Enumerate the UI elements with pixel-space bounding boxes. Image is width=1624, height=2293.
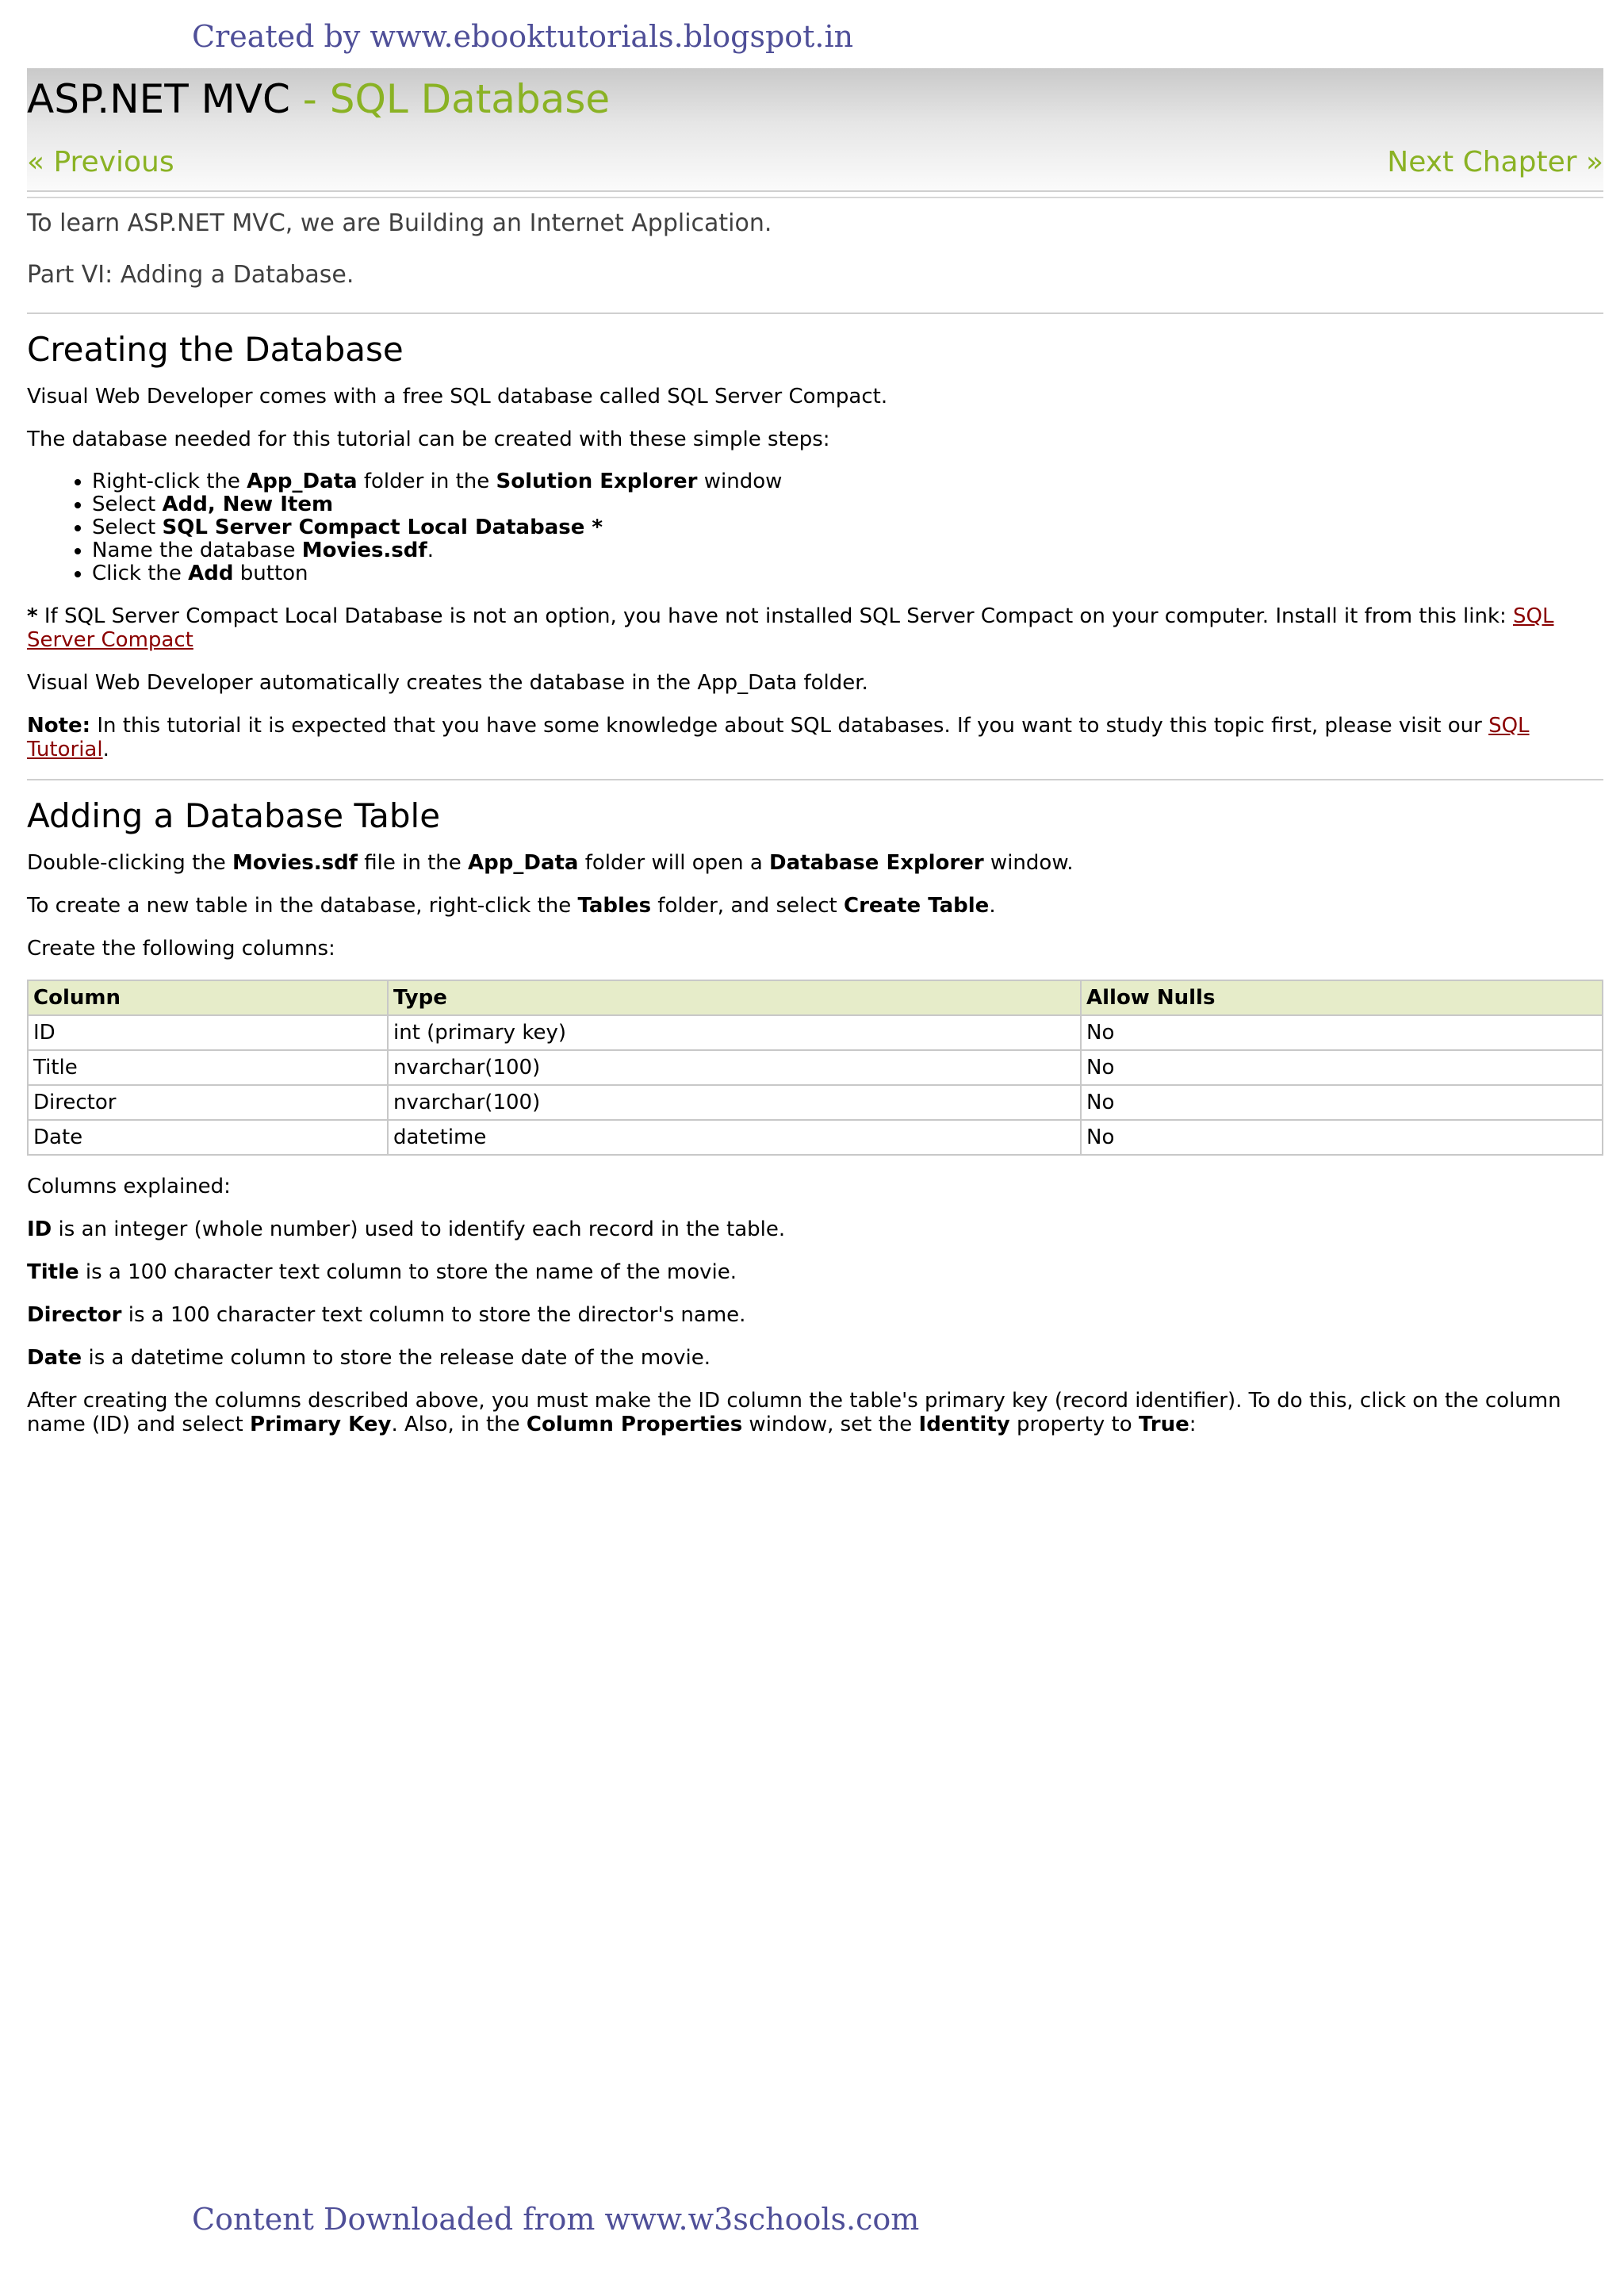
section-divider <box>27 313 1603 314</box>
intro-part: Part VI: Adding a Database. <box>27 261 354 289</box>
section-heading-creating-database: Creating the Database <box>27 330 404 369</box>
table-cell: ID <box>28 1015 388 1050</box>
definition-text: is an integer (whole number) used to identify each record in the table. <box>52 1217 786 1241</box>
paragraph: Visual Web Developer automatically creates the database in the App_Data folder. <box>27 671 868 695</box>
paragraph: Visual Web Developer comes with a free SQL database called SQL Server Compact. <box>27 385 888 408</box>
step-text: window <box>697 470 783 493</box>
footer-watermark: Content Downloaded from www.w3schools.com <box>192 2202 920 2237</box>
step-bold: Add <box>188 562 234 585</box>
definition-term: Date <box>27 1346 82 1370</box>
primary-key-instructions <box>27 1389 1603 1436</box>
step-bold: SQL Server Compact Local Database * <box>162 516 603 539</box>
list-item <box>92 562 1603 585</box>
definition-term: Director <box>27 1303 122 1327</box>
text: To create a new table in the database, right-click the <box>27 894 578 918</box>
column-header: Type <box>388 980 1081 1015</box>
step-text: Select <box>92 493 163 516</box>
table-header-row <box>28 980 1603 1015</box>
text: . <box>989 894 996 918</box>
step-text: folder in the <box>357 470 496 493</box>
definition <box>27 1346 1603 1370</box>
steps-list <box>27 470 1603 585</box>
column-header: Column <box>28 980 388 1015</box>
table-cell: nvarchar(100) <box>388 1050 1081 1085</box>
paragraph: The database needed for this tutorial can be created with these simple steps: <box>27 428 830 451</box>
definition-text: is a datetime column to store the release date of the movie. <box>82 1346 710 1370</box>
definition-term: Title <box>27 1260 79 1284</box>
bold-text: Identity <box>918 1413 1010 1436</box>
page-title-sub: - SQL Database <box>289 76 611 122</box>
table-row <box>28 1120 1603 1155</box>
table-cell: No <box>1081 1120 1603 1155</box>
note-label: Note: <box>27 714 91 738</box>
note-text: In this tutorial it is expected that you have some knowledge about SQL databases. If you want to study this topic first, please visit our <box>90 714 1489 738</box>
page-title-main: ASP.NET MVC <box>27 76 290 122</box>
list-item <box>92 516 1603 539</box>
definition-text: is a 100 character text column to store the director's name. <box>121 1303 746 1327</box>
title-bar <box>27 68 1603 192</box>
bold-text: True <box>1138 1413 1189 1436</box>
note-end: . <box>102 738 109 761</box>
previous-link[interactable]: « Previous <box>27 146 174 178</box>
table-row <box>28 1015 1603 1050</box>
step-text: Name the database <box>92 539 302 562</box>
definition <box>27 1217 1603 1241</box>
step-text: . <box>427 539 434 562</box>
note-paragraph <box>27 714 1603 761</box>
text: : <box>1189 1413 1197 1436</box>
bold-text: App_Data <box>468 851 579 875</box>
text: window. <box>983 851 1074 875</box>
table-cell: No <box>1081 1085 1603 1120</box>
text: Double-clicking the <box>27 851 233 875</box>
bold-text: Primary Key <box>249 1413 392 1436</box>
page-title <box>27 76 610 122</box>
table-cell: nvarchar(100) <box>388 1085 1081 1120</box>
step-text: button <box>233 562 308 585</box>
text: folder, and select <box>651 894 845 918</box>
bold-text: Movies.sdf <box>232 851 358 875</box>
table-cell: Date <box>28 1120 388 1155</box>
footnote <box>27 604 1603 652</box>
table-cell: int (primary key) <box>388 1015 1081 1050</box>
text: After creating the columns described above, you must make the ID column the table's primary key (record identifier). To do this, click on the column name (ID) and select <box>27 1389 1561 1436</box>
step-bold: App_Data <box>247 470 358 493</box>
table-row <box>28 1085 1603 1120</box>
step-bold: Movies.sdf <box>301 539 427 562</box>
paragraph: Columns explained: <box>27 1175 231 1198</box>
page-content <box>27 68 1603 1436</box>
table-cell: datetime <box>388 1120 1081 1155</box>
intro-line: To learn ASP.NET MVC, we are Building an Internet Application. <box>27 209 772 237</box>
step-text: Right-click the <box>92 470 247 493</box>
text: . Also, in the <box>391 1413 527 1436</box>
paragraph <box>27 851 1603 875</box>
list-item <box>92 470 1603 493</box>
sql-server-compact-link[interactable]: SQL Server Compact <box>27 604 1554 652</box>
table-cell: Director <box>28 1085 388 1120</box>
column-header: Allow Nulls <box>1081 980 1603 1015</box>
step-bold: Solution Explorer <box>496 470 698 493</box>
bold-text: Column Properties <box>526 1413 743 1436</box>
list-item <box>92 539 1603 562</box>
definition <box>27 1260 1603 1284</box>
table-cell: No <box>1081 1015 1603 1050</box>
step-bold: Add, New Item <box>162 493 334 516</box>
step-text: Click the <box>92 562 189 585</box>
text: window, set the <box>742 1413 919 1436</box>
title-divider <box>27 197 1603 198</box>
paragraph <box>27 894 1603 918</box>
bold-text: Database Explorer <box>769 851 984 875</box>
footnote-star: * <box>27 604 38 628</box>
sql-tutorial-link[interactable]: SQL Tutorial <box>27 714 1530 761</box>
definition-text: is a 100 character text column to store the name of the movie. <box>79 1260 737 1284</box>
columns-table <box>27 980 1603 1156</box>
bold-text: Tables <box>577 894 652 918</box>
paragraph: Create the following columns: <box>27 937 335 961</box>
text: folder will open a <box>578 851 770 875</box>
next-chapter-link[interactable]: Next Chapter » <box>1387 146 1603 178</box>
list-item <box>92 493 1603 516</box>
section-divider <box>27 779 1603 780</box>
footnote-text: If SQL Server Compact Local Database is not an option, you have not installed SQL Server Compact on your computer. Install it from this link: <box>37 604 1514 628</box>
table-row <box>28 1050 1603 1085</box>
step-text: Select <box>92 516 163 539</box>
table-cell: Title <box>28 1050 388 1085</box>
section-heading-adding-table: Adding a Database Table <box>27 796 441 835</box>
bold-text: Create Table <box>844 894 990 918</box>
table-cell: No <box>1081 1050 1603 1085</box>
definition <box>27 1303 1603 1327</box>
header-watermark: Created by www.ebooktutorials.blogspot.in <box>192 19 854 54</box>
text: file in the <box>358 851 469 875</box>
text: property to <box>1009 1413 1139 1436</box>
definition-term: ID <box>27 1217 52 1241</box>
